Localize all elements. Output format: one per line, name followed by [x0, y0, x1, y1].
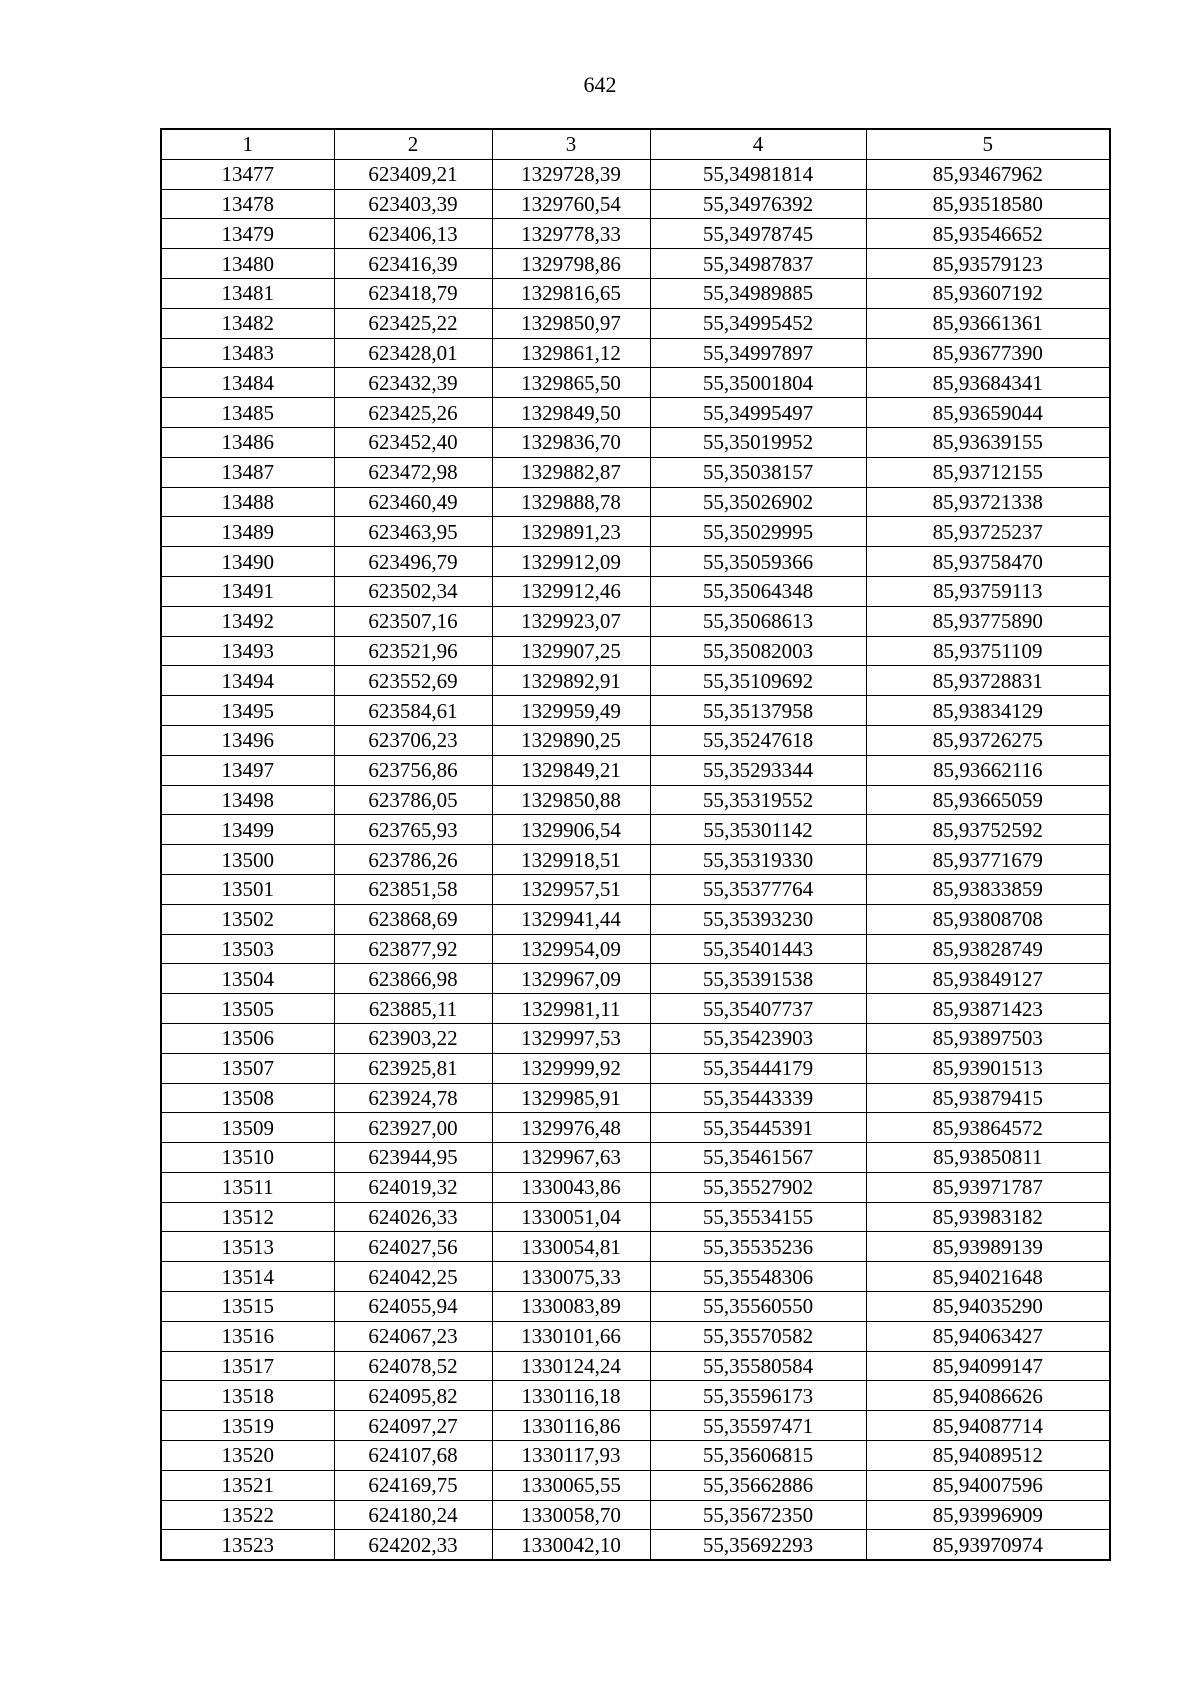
- table-cell: 85,93639155: [866, 427, 1110, 457]
- table-cell: 55,35137958: [650, 696, 866, 726]
- table-cell: 13477: [161, 159, 334, 189]
- table-cell: 85,93661361: [866, 308, 1110, 338]
- table-cell: 1329967,63: [492, 1143, 650, 1173]
- table-row: [161, 1202, 1110, 1232]
- table-cell: 623428,01: [334, 338, 492, 368]
- table-row: [161, 1262, 1110, 1292]
- table-cell: 623944,95: [334, 1143, 492, 1173]
- table-row: [161, 1172, 1110, 1202]
- table-cell: 85,93808708: [866, 904, 1110, 934]
- table-cell: 1330117,93: [492, 1441, 650, 1471]
- table-cell: 624067,23: [334, 1321, 492, 1351]
- table-cell: 85,93725237: [866, 517, 1110, 547]
- table-cell: 55,35443339: [650, 1083, 866, 1113]
- table-cell: 85,93970974: [866, 1530, 1110, 1560]
- table-row: [161, 1351, 1110, 1381]
- table-cell: 55,35082003: [650, 636, 866, 666]
- table-cell: 623507,16: [334, 606, 492, 636]
- table-cell: 55,35038157: [650, 457, 866, 487]
- table-cell: 85,93726275: [866, 725, 1110, 755]
- table-cell: 1329728,39: [492, 159, 650, 189]
- table-cell: 1329890,25: [492, 725, 650, 755]
- table-cell: 13484: [161, 368, 334, 398]
- table-cell: 1329907,25: [492, 636, 650, 666]
- table-cell: 55,34995452: [650, 308, 866, 338]
- table-row: [161, 845, 1110, 875]
- table-cell: 624026,33: [334, 1202, 492, 1232]
- table-row: [161, 1113, 1110, 1143]
- table-cell: 85,93771679: [866, 845, 1110, 875]
- table-cell: 13505: [161, 994, 334, 1024]
- table-cell: 623406,13: [334, 219, 492, 249]
- table-body: [161, 159, 1110, 1560]
- column-header-2: 2: [334, 129, 492, 159]
- table-row: [161, 159, 1110, 189]
- table-cell: 85,93751109: [866, 636, 1110, 666]
- table-cell: 55,35580584: [650, 1351, 866, 1381]
- table-cell: 1329999,92: [492, 1053, 650, 1083]
- table-cell: 1329816,65: [492, 278, 650, 308]
- table-row: [161, 576, 1110, 606]
- table-cell: 1330075,33: [492, 1262, 650, 1292]
- table-row: [161, 338, 1110, 368]
- table-row: [161, 636, 1110, 666]
- table-row: [161, 725, 1110, 755]
- table-cell: 623502,34: [334, 576, 492, 606]
- table-cell: 85,93996909: [866, 1500, 1110, 1530]
- table-cell: 85,93659044: [866, 398, 1110, 428]
- table-cell: 55,35029995: [650, 517, 866, 547]
- table-cell: 623425,26: [334, 398, 492, 428]
- table-cell: 85,93607192: [866, 278, 1110, 308]
- table-cell: 13480: [161, 249, 334, 279]
- table-row: [161, 1083, 1110, 1113]
- table-cell: 85,93721338: [866, 487, 1110, 517]
- table-cell: 55,34995497: [650, 398, 866, 428]
- table-cell: 55,35068613: [650, 606, 866, 636]
- table-cell: 85,93775890: [866, 606, 1110, 636]
- table-cell: 85,93579123: [866, 249, 1110, 279]
- table-cell: 85,94087714: [866, 1411, 1110, 1441]
- table-cell: 1330116,86: [492, 1411, 650, 1441]
- table-cell: 85,93879415: [866, 1083, 1110, 1113]
- table-cell: 55,35109692: [650, 666, 866, 696]
- table-cell: 1329891,23: [492, 517, 650, 547]
- table-cell: 1329798,86: [492, 249, 650, 279]
- table-cell: 623851,58: [334, 874, 492, 904]
- table-cell: 624180,24: [334, 1500, 492, 1530]
- table-cell: 623472,98: [334, 457, 492, 487]
- table-cell: 623786,05: [334, 785, 492, 815]
- table-row: [161, 189, 1110, 219]
- table-cell: 624097,27: [334, 1411, 492, 1441]
- table-cell: 13504: [161, 964, 334, 994]
- table-cell: 13498: [161, 785, 334, 815]
- table-cell: 623924,78: [334, 1083, 492, 1113]
- table-cell: 85,93871423: [866, 994, 1110, 1024]
- table-cell: 624095,82: [334, 1381, 492, 1411]
- table-cell: 85,94007596: [866, 1470, 1110, 1500]
- column-header-1: 1: [161, 129, 334, 159]
- table-cell: 13509: [161, 1113, 334, 1143]
- table-cell: 623416,39: [334, 249, 492, 279]
- table-cell: 13507: [161, 1053, 334, 1083]
- table-row: [161, 994, 1110, 1024]
- table-cell: 13481: [161, 278, 334, 308]
- table-row: [161, 1441, 1110, 1471]
- table-cell: 1329954,09: [492, 934, 650, 964]
- table-cell: 1330101,66: [492, 1321, 650, 1351]
- table-cell: 623868,69: [334, 904, 492, 934]
- table-cell: 623552,69: [334, 666, 492, 696]
- table-row: [161, 219, 1110, 249]
- table-cell: 55,34989885: [650, 278, 866, 308]
- table-cell: 1330058,70: [492, 1500, 650, 1530]
- table-cell: 13520: [161, 1441, 334, 1471]
- table-cell: 55,35445391: [650, 1113, 866, 1143]
- table-cell: 13508: [161, 1083, 334, 1113]
- table-cell: 624169,75: [334, 1470, 492, 1500]
- table-cell: 13485: [161, 398, 334, 428]
- table-row: [161, 1381, 1110, 1411]
- table-cell: 1329892,91: [492, 666, 650, 696]
- table-cell: 55,35606815: [650, 1441, 866, 1471]
- table-cell: 13492: [161, 606, 334, 636]
- table-cell: 85,94086626: [866, 1381, 1110, 1411]
- table-cell: 85,93467962: [866, 159, 1110, 189]
- table-cell: 13521: [161, 1470, 334, 1500]
- table-cell: 13513: [161, 1232, 334, 1262]
- table-cell: 13489: [161, 517, 334, 547]
- table-cell: 13516: [161, 1321, 334, 1351]
- table-cell: 623521,96: [334, 636, 492, 666]
- table-cell: 623460,49: [334, 487, 492, 517]
- table-cell: 1329976,48: [492, 1113, 650, 1143]
- table-cell: 13522: [161, 1500, 334, 1530]
- table-cell: 85,93901513: [866, 1053, 1110, 1083]
- table-cell: 13514: [161, 1262, 334, 1292]
- table-cell: 13511: [161, 1172, 334, 1202]
- table-cell: 623425,22: [334, 308, 492, 338]
- table-cell: 1329906,54: [492, 815, 650, 845]
- table-cell: 1329923,07: [492, 606, 650, 636]
- table-cell: 13495: [161, 696, 334, 726]
- table-cell: 85,93834129: [866, 696, 1110, 726]
- table-cell: 55,35692293: [650, 1530, 866, 1560]
- table-cell: 623877,92: [334, 934, 492, 964]
- table-cell: 55,35059366: [650, 547, 866, 577]
- table-cell: 623925,81: [334, 1053, 492, 1083]
- table-cell: 55,35570582: [650, 1321, 866, 1351]
- table-cell: 1329778,33: [492, 219, 650, 249]
- table-row: [161, 1321, 1110, 1351]
- table-cell: 13512: [161, 1202, 334, 1232]
- table-cell: 55,34976392: [650, 189, 866, 219]
- table-cell: 624019,32: [334, 1172, 492, 1202]
- table-cell: 85,93677390: [866, 338, 1110, 368]
- table-cell: 1329882,87: [492, 457, 650, 487]
- table-row: [161, 1143, 1110, 1173]
- coordinates-table: [160, 128, 1111, 1561]
- table-row: [161, 547, 1110, 577]
- table-cell: 85,93712155: [866, 457, 1110, 487]
- table-cell: 623765,93: [334, 815, 492, 845]
- table-cell: 623903,22: [334, 1023, 492, 1053]
- table-cell: 85,93971787: [866, 1172, 1110, 1202]
- table-cell: 85,93833859: [866, 874, 1110, 904]
- table-cell: 55,35247618: [650, 725, 866, 755]
- table-cell: 13510: [161, 1143, 334, 1173]
- table-cell: 1329959,49: [492, 696, 650, 726]
- table-cell: 13488: [161, 487, 334, 517]
- table-cell: 623786,26: [334, 845, 492, 875]
- table-cell: 1330124,24: [492, 1351, 650, 1381]
- table-cell: 13487: [161, 457, 334, 487]
- table-row: [161, 755, 1110, 785]
- column-header-3: 3: [492, 129, 650, 159]
- table-cell: 13500: [161, 845, 334, 875]
- table-cell: 85,93864572: [866, 1113, 1110, 1143]
- table-cell: 85,93752592: [866, 815, 1110, 845]
- table-row: [161, 517, 1110, 547]
- table-cell: 55,35293344: [650, 755, 866, 785]
- table-cell: 55,35548306: [650, 1262, 866, 1292]
- table-cell: 85,94035290: [866, 1292, 1110, 1322]
- table-cell: 55,35423903: [650, 1023, 866, 1053]
- table-row: [161, 934, 1110, 964]
- table-row: [161, 696, 1110, 726]
- table-row: [161, 666, 1110, 696]
- table-row: [161, 1232, 1110, 1262]
- table-cell: 1329941,44: [492, 904, 650, 934]
- table-cell: 623584,61: [334, 696, 492, 726]
- table-cell: 13486: [161, 427, 334, 457]
- table-cell: 624107,68: [334, 1441, 492, 1471]
- table-cell: 85,93759113: [866, 576, 1110, 606]
- table-cell: 623706,23: [334, 725, 492, 755]
- table-row: [161, 904, 1110, 934]
- table-row: [161, 1053, 1110, 1083]
- table-cell: 623432,39: [334, 368, 492, 398]
- table-cell: 13490: [161, 547, 334, 577]
- table-row: [161, 874, 1110, 904]
- table-cell: 85,93850811: [866, 1143, 1110, 1173]
- table-cell: 624027,56: [334, 1232, 492, 1262]
- table-cell: 1329957,51: [492, 874, 650, 904]
- table-cell: 55,35535236: [650, 1232, 866, 1262]
- page-number: 642: [583, 72, 617, 97]
- table-cell: 13501: [161, 874, 334, 904]
- table-cell: 13517: [161, 1351, 334, 1381]
- table-cell: 85,93849127: [866, 964, 1110, 994]
- table-row: [161, 1292, 1110, 1322]
- table-cell: 55,35597471: [650, 1411, 866, 1441]
- table-cell: 1329981,11: [492, 994, 650, 1024]
- table-cell: 1329912,09: [492, 547, 650, 577]
- table-cell: 85,93684341: [866, 368, 1110, 398]
- table-cell: 1330042,10: [492, 1530, 650, 1560]
- table-cell: 13494: [161, 666, 334, 696]
- table-row: [161, 368, 1110, 398]
- table-cell: 1329850,97: [492, 308, 650, 338]
- table-cell: 623866,98: [334, 964, 492, 994]
- table-cell: 623418,79: [334, 278, 492, 308]
- table-cell: 1330116,18: [492, 1381, 650, 1411]
- table-row: [161, 1023, 1110, 1053]
- table-cell: 1329850,88: [492, 785, 650, 815]
- table-row: [161, 785, 1110, 815]
- table-cell: 55,35534155: [650, 1202, 866, 1232]
- table-cell: 55,35391538: [650, 964, 866, 994]
- table-cell: 1329912,46: [492, 576, 650, 606]
- table-cell: 13497: [161, 755, 334, 785]
- table-cell: 85,94099147: [866, 1351, 1110, 1381]
- table-cell: 13523: [161, 1530, 334, 1560]
- table-cell: 623403,39: [334, 189, 492, 219]
- table-cell: 85,93665059: [866, 785, 1110, 815]
- table-cell: 623756,86: [334, 755, 492, 785]
- table-cell: 55,35301142: [650, 815, 866, 845]
- table-cell: 55,35672350: [650, 1500, 866, 1530]
- table-cell: 1329865,50: [492, 368, 650, 398]
- table-cell: 13479: [161, 219, 334, 249]
- table-cell: 1329849,21: [492, 755, 650, 785]
- table-cell: 85,93758470: [866, 547, 1110, 577]
- table-row: [161, 606, 1110, 636]
- table-row: [161, 249, 1110, 279]
- table-cell: 623927,00: [334, 1113, 492, 1143]
- table-cell: 1329760,54: [492, 189, 650, 219]
- table-cell: 623452,40: [334, 427, 492, 457]
- table-cell: 1329836,70: [492, 427, 650, 457]
- table-cell: 55,35662886: [650, 1470, 866, 1500]
- column-header-4: 4: [650, 129, 866, 159]
- table-row: [161, 1470, 1110, 1500]
- table-cell: 1330043,86: [492, 1172, 650, 1202]
- table-cell: 55,35393230: [650, 904, 866, 934]
- table-cell: 55,35026902: [650, 487, 866, 517]
- table-cell: 85,93897503: [866, 1023, 1110, 1053]
- table-cell: 1330054,81: [492, 1232, 650, 1262]
- table-cell: 1329985,91: [492, 1083, 650, 1113]
- table-cell: 55,35461567: [650, 1143, 866, 1173]
- table-cell: 55,35319330: [650, 845, 866, 875]
- table-cell: 55,34981814: [650, 159, 866, 189]
- table-cell: 13519: [161, 1411, 334, 1441]
- table-cell: 55,35377764: [650, 874, 866, 904]
- table-cell: 85,93828749: [866, 934, 1110, 964]
- table-row: [161, 1411, 1110, 1441]
- table-cell: 13506: [161, 1023, 334, 1053]
- table-cell: 85,93662116: [866, 755, 1110, 785]
- table-cell: 55,35319552: [650, 785, 866, 815]
- table-cell: 623409,21: [334, 159, 492, 189]
- table-cell: 55,35444179: [650, 1053, 866, 1083]
- table-cell: 624202,33: [334, 1530, 492, 1560]
- table-row: [161, 427, 1110, 457]
- table-cell: 13483: [161, 338, 334, 368]
- table-row: [161, 278, 1110, 308]
- table-cell: 13518: [161, 1381, 334, 1411]
- table-cell: 85,93983182: [866, 1202, 1110, 1232]
- table-row: [161, 1530, 1110, 1560]
- table-cell: 1329918,51: [492, 845, 650, 875]
- table-row: [161, 398, 1110, 428]
- table-row: [161, 457, 1110, 487]
- table-cell: 1329849,50: [492, 398, 650, 428]
- table-row: [161, 1500, 1110, 1530]
- column-header-5: 5: [866, 129, 1110, 159]
- table-cell: 13503: [161, 934, 334, 964]
- table-cell: 55,35527902: [650, 1172, 866, 1202]
- table-cell: 13478: [161, 189, 334, 219]
- table-cell: 55,35001804: [650, 368, 866, 398]
- table-row: [161, 964, 1110, 994]
- table-header-row: [161, 129, 1110, 159]
- table-cell: 55,35019952: [650, 427, 866, 457]
- table-cell: 623885,11: [334, 994, 492, 1024]
- table-cell: 85,94089512: [866, 1441, 1110, 1471]
- table-cell: 13493: [161, 636, 334, 666]
- table-cell: 13502: [161, 904, 334, 934]
- table-cell: 624055,94: [334, 1292, 492, 1322]
- table-cell: 13496: [161, 725, 334, 755]
- table-cell: 624078,52: [334, 1351, 492, 1381]
- table-cell: 85,93989139: [866, 1232, 1110, 1262]
- table-cell: 1329861,12: [492, 338, 650, 368]
- table-cell: 85,94063427: [866, 1321, 1110, 1351]
- table-cell: 55,35560550: [650, 1292, 866, 1322]
- table-cell: 55,34978745: [650, 219, 866, 249]
- table-cell: 13482: [161, 308, 334, 338]
- table-cell: 85,93546652: [866, 219, 1110, 249]
- table-cell: 55,35407737: [650, 994, 866, 1024]
- table-cell: 55,34997897: [650, 338, 866, 368]
- table-cell: 85,94021648: [866, 1262, 1110, 1292]
- table-cell: 1329967,09: [492, 964, 650, 994]
- table-cell: 13491: [161, 576, 334, 606]
- table-cell: 1330051,04: [492, 1202, 650, 1232]
- table-row: [161, 487, 1110, 517]
- table-cell: 624042,25: [334, 1262, 492, 1292]
- table-cell: 13515: [161, 1292, 334, 1322]
- table-row: [161, 815, 1110, 845]
- table-cell: 623496,79: [334, 547, 492, 577]
- table-cell: 623463,95: [334, 517, 492, 547]
- table-cell: 1330065,55: [492, 1470, 650, 1500]
- table-cell: 85,93728831: [866, 666, 1110, 696]
- table-cell: 85,93518580: [866, 189, 1110, 219]
- table-cell: 1329997,53: [492, 1023, 650, 1053]
- table-cell: 55,35401443: [650, 934, 866, 964]
- table-row: [161, 308, 1110, 338]
- table-cell: 55,35064348: [650, 576, 866, 606]
- table-cell: 13499: [161, 815, 334, 845]
- table-cell: 55,35596173: [650, 1381, 866, 1411]
- table-cell: 1329888,78: [492, 487, 650, 517]
- table-cell: 55,34987837: [650, 249, 866, 279]
- table-cell: 1330083,89: [492, 1292, 650, 1322]
